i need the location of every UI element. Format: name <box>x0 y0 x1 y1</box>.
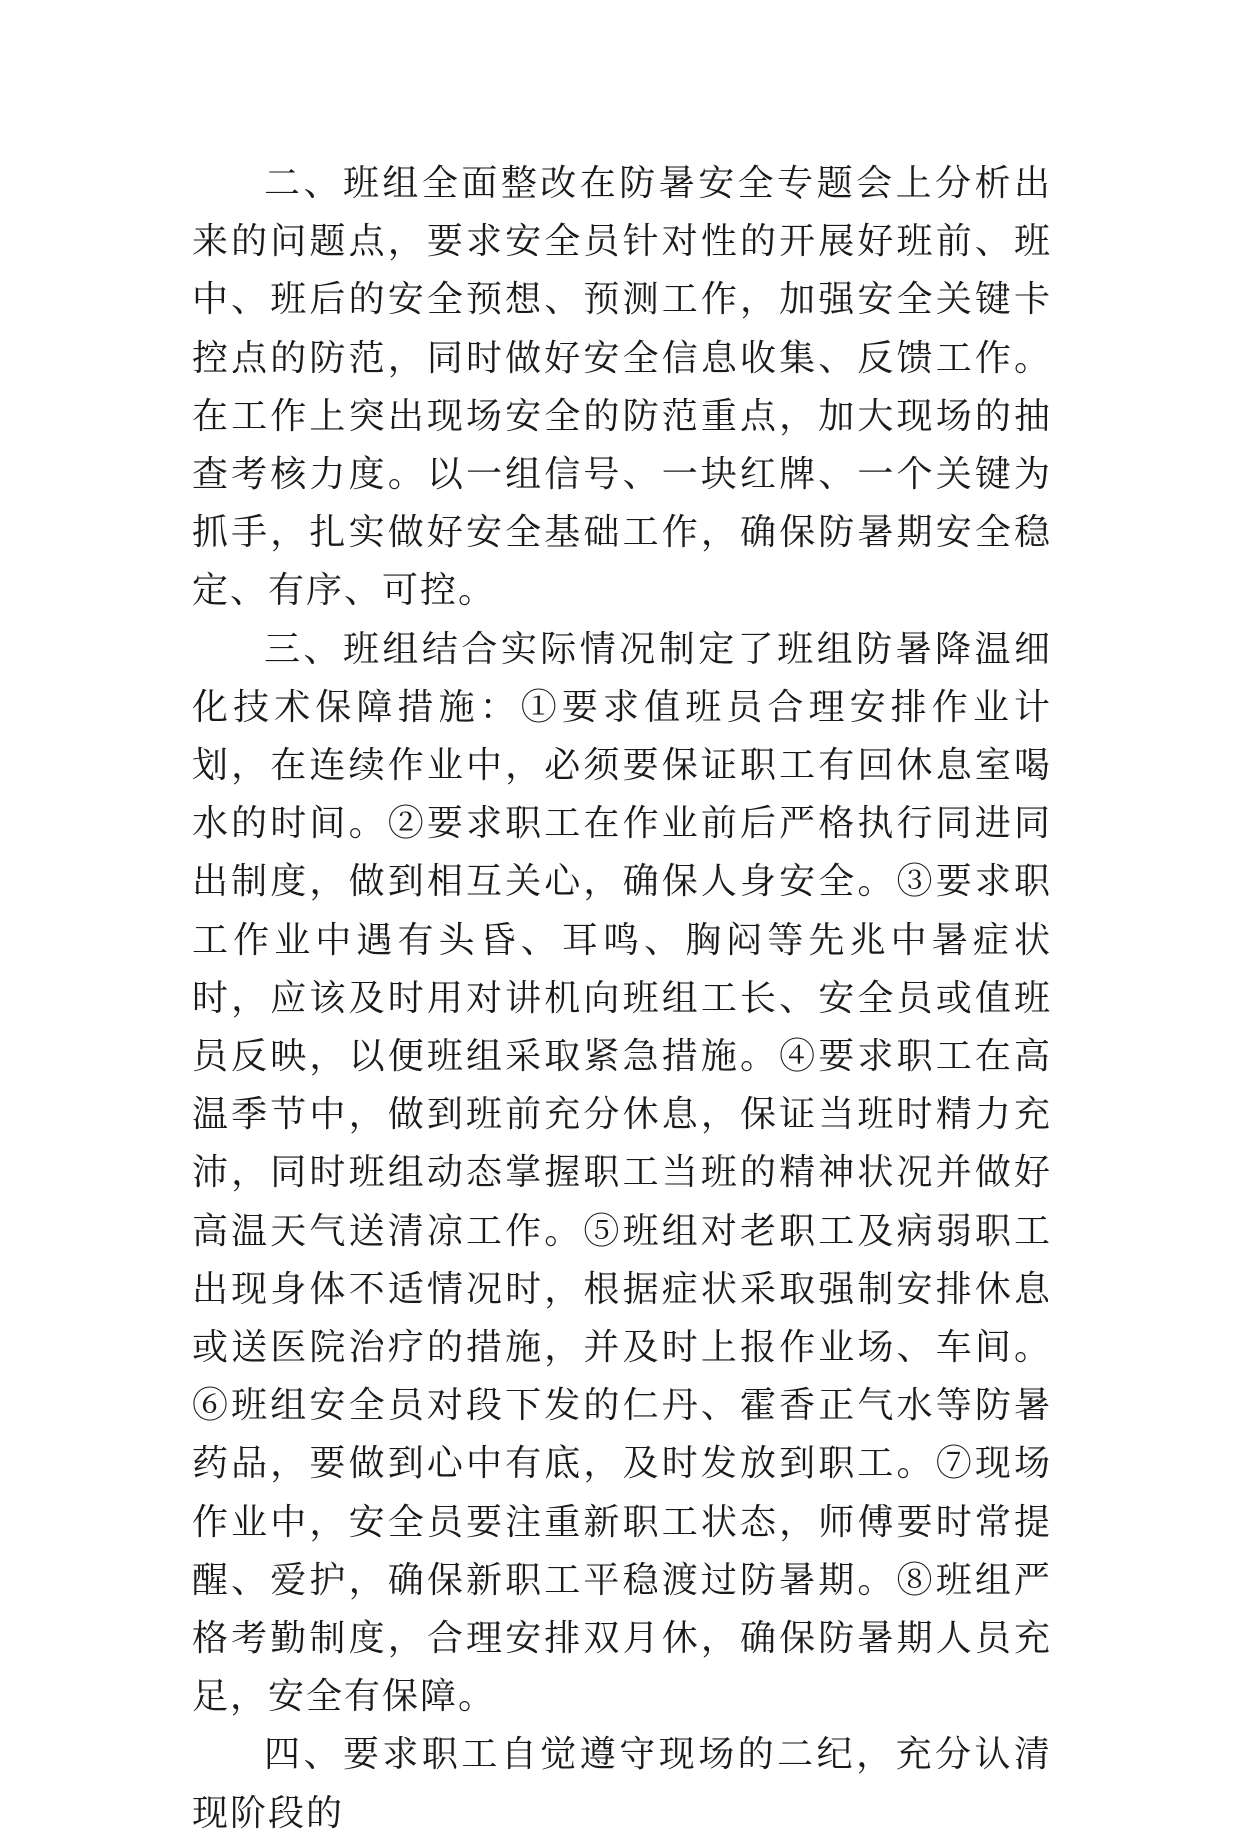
document-body <box>192 155 1052 1843</box>
paragraph-section-three: 三、班组结合实际情况制定了班组防暑降温细化技术保障措施：①要求值班员合理安排作业计划，在连续作业中，必须要保证职工有回休息室喝水的时间。②要求职工在作业前后严格执行同进同出制度，做到相互关心，确保人身安全。③要求职工作业中遇有头昏、耳鸣、胸闷等先兆中暑症状时，应该及时用对讲机向班组工长、安全员或值班员反映，以便班组采取紧急措施。④要求职工在高温季节中，做到班前充分休息，保证当班时精力充沛，同时班组动态掌握职工当班的精神状况并做好高温天气送清凉工作。⑤班组对老职工及病弱职工出现身体不适情况时，根据症状采取强制安排休息或送医院治疗的措施，并及时上报作业场、车间。⑥班组安全员对段下发的仁丹、霍香正气水等防暑药品，要做到心中有底，及时发放到职工。⑦现场作业中，安全员要注重新职工状态，师傅要时常提醒、爱护，确保新职工平稳渡过防暑期。⑧班组严格考勤制度，合理安排双月休，确保防暑期人员充足，安全有保障。 <box>192 628 1052 1718</box>
paragraph-section-two: 二、班组全面整改在防暑安全专题会上分析出来的问题点，要求安全员针对性的开展好班前、班中、班后的安全预想、预测工作，加强安全关键卡控点的防范，同时做好安全信息收集、反馈工作。在工作上突出现场安全的防范重点，加大现场的抽查考核力度。以一组信号、一块红牌、一个关键为抓手，扎实做好安全基础工作，确保防暑期安全稳定、有序、可控。 <box>192 163 1052 612</box>
paragraph-section-four: 四、要求职工自觉遵守现场的二纪，充分认清现阶段的 <box>192 1734 1052 1834</box>
